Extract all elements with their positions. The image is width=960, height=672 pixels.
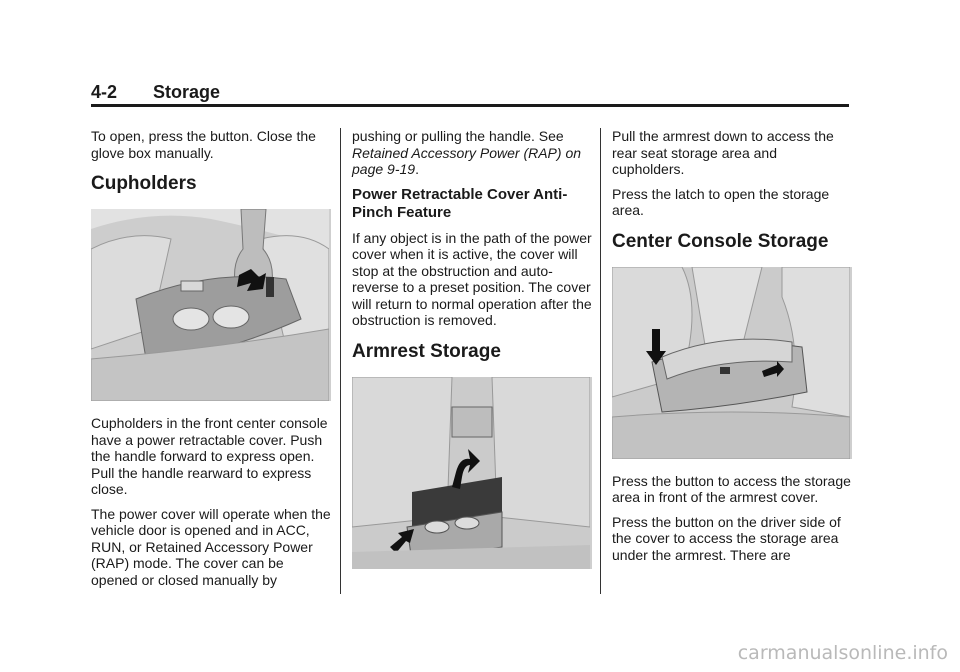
column-divider [340, 128, 341, 594]
page-number: 4-2 [91, 82, 118, 102]
watermark-text: carmanualsonline.info [737, 642, 948, 664]
cupholders-paragraph-1: Cupholders in the front center console have a power retractable cover. Push the handle forward to express open. Pull the handle rearward to express close. [91, 415, 328, 497]
center-console-storage-heading: Center Console Storage [612, 230, 829, 252]
rap-reference-period: . [415, 161, 419, 177]
center-console-illustration [612, 267, 852, 459]
rap-reference-text: pushing or pulling the handle. See [352, 128, 564, 144]
section-title: Storage [153, 82, 221, 102]
cupholders-illustration [91, 209, 331, 401]
console-paragraph-1: Press the button to access the storage area in front of the armrest cover. [612, 472, 851, 505]
armrest-storage-illustration [352, 377, 592, 569]
rap-reference-paragraph [352, 128, 592, 178]
armrest-paragraph-2: Press the latch to open the storage area. [612, 185, 830, 218]
anti-pinch-paragraph: If any object is in the path of the power cover when it is active, the cover will stop at the obstruction and auto-reverse to a preset position. The cover will return to normal operation after the obstruction is removed. [352, 229, 592, 328]
rap-cross-reference-link[interactable]: Retained Accessory Power (RAP) on page 9-19 [352, 144, 582, 177]
anti-pinch-heading: Power Retractable Cover Anti-Pinch Feature [352, 185, 568, 221]
page-header [91, 82, 849, 107]
armrest-paragraph-1: Pull the armrest down to access the rear seat storage area and cupholders. [612, 128, 834, 177]
console-paragraph-2: Press the button on the driver side of the cover to access the storage area under the armrest. There are [612, 513, 841, 563]
cupholders-paragraph-2: The power cover will operate when the vehicle door is opened and in ACC, RUN, or Retained Accessory Power (RAP) mode. The cover can be opened or closed manually by [91, 505, 331, 588]
armrest-storage-heading: Armrest Storage [352, 340, 501, 362]
column-1 [91, 128, 331, 596]
column-divider [600, 128, 601, 594]
cupholders-heading: Cupholders [91, 173, 197, 194]
glove-box-text: To open, press the button. Close the glove box manually. [91, 128, 316, 161]
column-2 [352, 128, 592, 583]
column-3 [612, 128, 852, 571]
